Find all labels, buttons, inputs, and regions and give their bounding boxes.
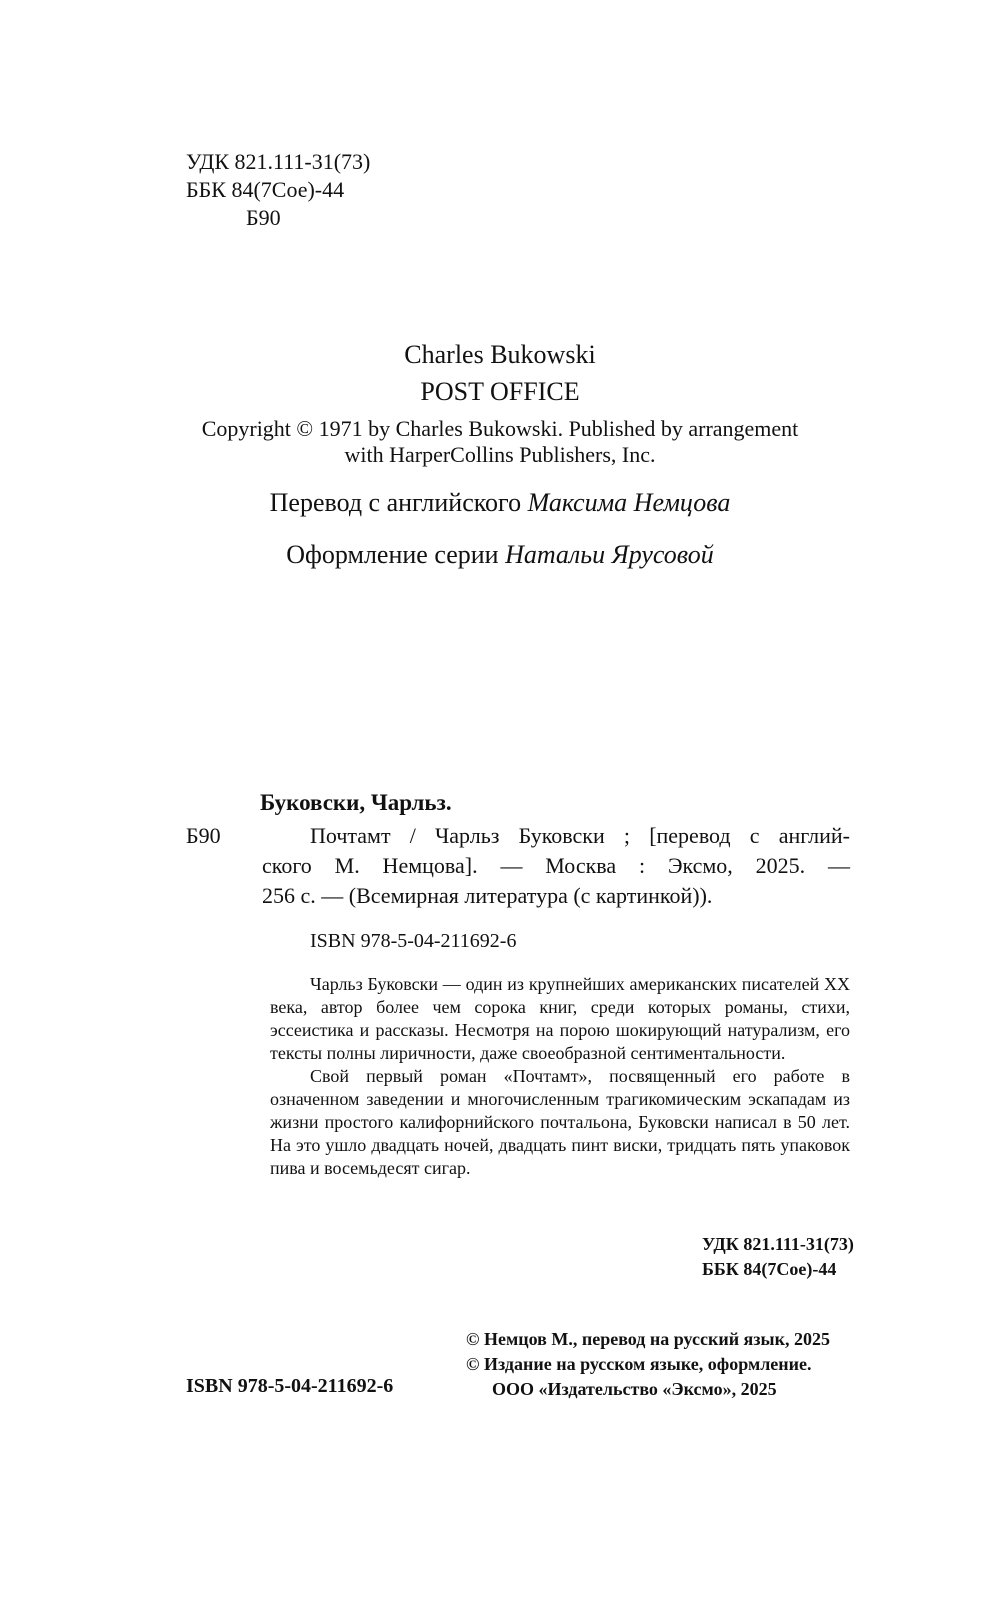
copyright-translation: © Немцов М., перевод на русский язык, 2025: [466, 1329, 830, 1349]
copyright-notices: [466, 1327, 830, 1402]
isbn-bold: ISBN 978-5-04-211692-6: [186, 1375, 394, 1397]
copyright-publisher: ООО «Издательство «Эксмо», 2025: [492, 1379, 777, 1399]
udk-code-bottom: УДК 821.111-31(73): [702, 1234, 854, 1254]
translation-credit: [0, 488, 1000, 518]
classification-codes-top: [186, 148, 370, 232]
annotation: [270, 973, 850, 1180]
copyright-line-1: Copyright © 1971 by Charles Bukowski. Published by arrangement: [201, 416, 799, 441]
design-prefix: Оформление серии: [286, 540, 506, 569]
translation-prefix: Перевод с английского: [269, 488, 528, 517]
udk-code: УДК 821.111-31(73): [186, 149, 371, 174]
catalog-line-2: ского М. Немцова]. — Москва : Эксмо, 2025. —: [262, 853, 850, 878]
copyright-edition: © Издание на русском языке, оформление.: [466, 1354, 812, 1374]
author-sign: Б90: [246, 205, 281, 230]
copyright-line-2: with HarperCollins Publishers, Inc.: [344, 442, 656, 467]
annotation-paragraph-2: Свой первый роман «Почтамт», посвященный его работе в означенном заведении и многочисленным трагикомическим эскападам из жизни простого калифорнийского почтальона, Буковски написал в 50 лет. На это ушло двадцать ночей, двадцать пинт виски, тридцать пять упаковок пива и восемьдесят сигар.: [270, 1066, 850, 1178]
annotation-paragraph-1: Чарльз Буковски — один из крупнейших американских писателей XX века, автор более чем сорока книг, среди которых романы, стихи, эссеистика и рассказы. Несмотря на порою шокирующий натурализм, его тексты полны лиричности, даже своеобразной сентиментальности.: [270, 974, 850, 1063]
designer-name: Натальи Ярусовой: [505, 540, 714, 569]
catalog-sign: Б90: [186, 823, 221, 848]
original-author: Charles Bukowski: [404, 340, 596, 369]
catalog-line-3: 256 с. — (Всемирная литература (с картинкой)).: [262, 883, 713, 908]
classification-codes-bottom: [702, 1232, 854, 1282]
translator-name: Максима Немцова: [527, 488, 731, 517]
bbk-code: ББК 84(7Сое)-44: [186, 177, 345, 202]
catalog-line-1: Почтамт / Чарльз Буковски ; [перевод с англий-: [310, 823, 850, 848]
catalog-heading: Буковски, Чарльз.: [260, 790, 452, 815]
catalog-isbn: ISBN 978-5-04-211692-6: [310, 930, 517, 952]
original-title: POST OFFICE: [420, 377, 580, 406]
bbk-code-bottom: ББК 84(7Сое)-44: [702, 1259, 837, 1279]
design-credit: [0, 540, 1000, 570]
